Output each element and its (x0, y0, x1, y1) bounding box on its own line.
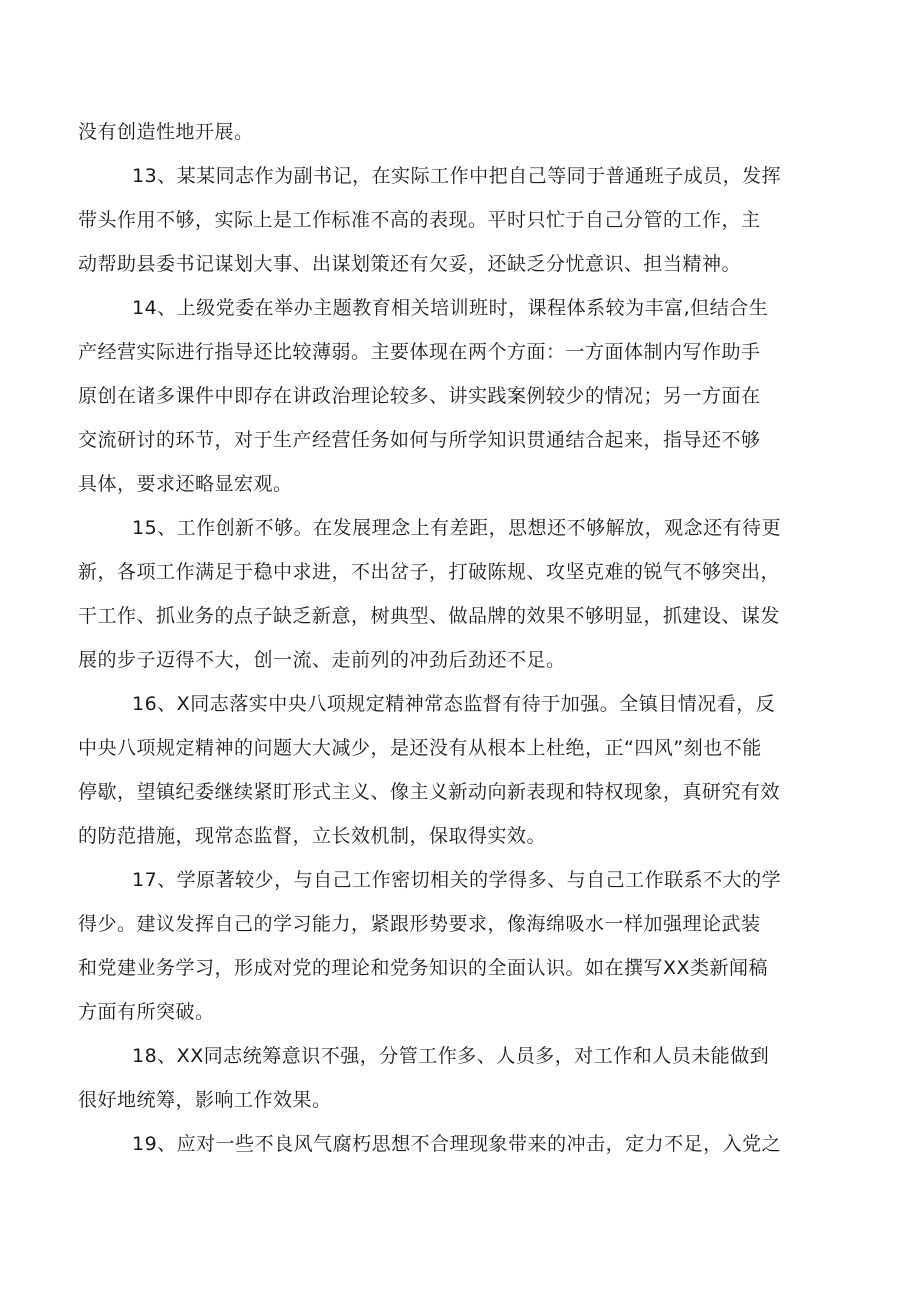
text-line: 具体，要求还略显宏观。 (78, 473, 293, 495)
paragraph-13 (78, 154, 858, 286)
text-line: 方面有所突破。 (78, 1001, 215, 1023)
text-line: 16、X同志落实中央八项规定精神常态监督有待于加强。全镇目情况看，反 (132, 693, 776, 715)
text-line: 中央八项规定精神的问题大大减少，是还没有从根本上杜绝，正“四风”刻也不能 (78, 737, 762, 759)
text-line: 动帮助县委书记谋划大事、出谋划策还有欠妥，还缺乏分忧意识、担当精神。 (78, 253, 742, 275)
text-line: 没有创造性地开展。 (78, 121, 254, 143)
text-line: 停歇，望镇纪委继续紧盯形式主义、像主义新动向新表现和特权现象，真研究有效 (78, 781, 781, 803)
text-line: 原创在诸多课件中即存在讲政治理论较多、讲实践案例较少的情况；另一方面在 (78, 385, 761, 407)
paragraph-15 (78, 506, 858, 682)
paragraph-19 (78, 1122, 858, 1166)
text-line: 产经营实际进行指导还比较薄弱。主要体现在两个方面：一方面体制内写作助手 (78, 341, 761, 363)
text-line: 17、学原著较少，与自己工作密切相关的学得多、与自己工作联系不大的学 (132, 869, 782, 891)
document-body (78, 110, 858, 1166)
text-line: 干工作、抓业务的点子缺乏新意，树典型、做品牌的效果不够明显，抓建设、谋发 (78, 605, 781, 627)
text-line: 得少。建议发挥自己的学习能力，紧跟形势要求，像海绵吸水一样加强理论武装 (78, 913, 761, 935)
text-line: 14、上级党委在举办主题教育相关培训班时，课程体系较为丰富,但结合生 (132, 297, 769, 319)
text-line: 18、XX同志统筹意识不强，分管工作多、人员多，对工作和人员未能做到 (132, 1045, 770, 1067)
text-line: 15、工作创新不够。在发展理念上有差距，思想还不够解放，观念还有待更 (132, 517, 782, 539)
text-line: 和党建业务学习，形成对党的理论和党务知识的全面认识。如在撰写XX类新闻稿 (78, 957, 769, 979)
paragraph-12-tail (78, 110, 858, 154)
paragraph-18 (78, 1034, 858, 1122)
text-line: 13、某某同志作为副书记，在实际工作中把自己等同于普通班子成员，发挥 (132, 165, 782, 187)
text-line: 很好地统筹，影响工作效果。 (78, 1089, 332, 1111)
text-line: 交流研讨的环节，对于生产经营任务如何与所学知识贯通结合起来，指导还不够 (78, 429, 761, 451)
paragraph-17 (78, 858, 858, 1034)
paragraph-16 (78, 682, 858, 858)
text-line: 19、应对一些不良风气腐朽思想不合理现象带来的冲击，定力不足，入党之 (132, 1133, 782, 1155)
text-line: 带头作用不够，实际上是工作标准不高的表现。平时只忙于自己分管的工作，主 (78, 209, 761, 231)
text-line: 展的步子迈得不大，创一流、走前列的冲劲后劲还不足。 (78, 649, 566, 671)
paragraph-14 (78, 286, 858, 506)
text-line: 的防范措施，现常态监督，立长效机制，保取得实效。 (78, 825, 547, 847)
text-line: 新，各项工作满足于稳中求进，不出岔子，打破陈规、攻坚克难的锐气不够突出， (78, 561, 781, 583)
